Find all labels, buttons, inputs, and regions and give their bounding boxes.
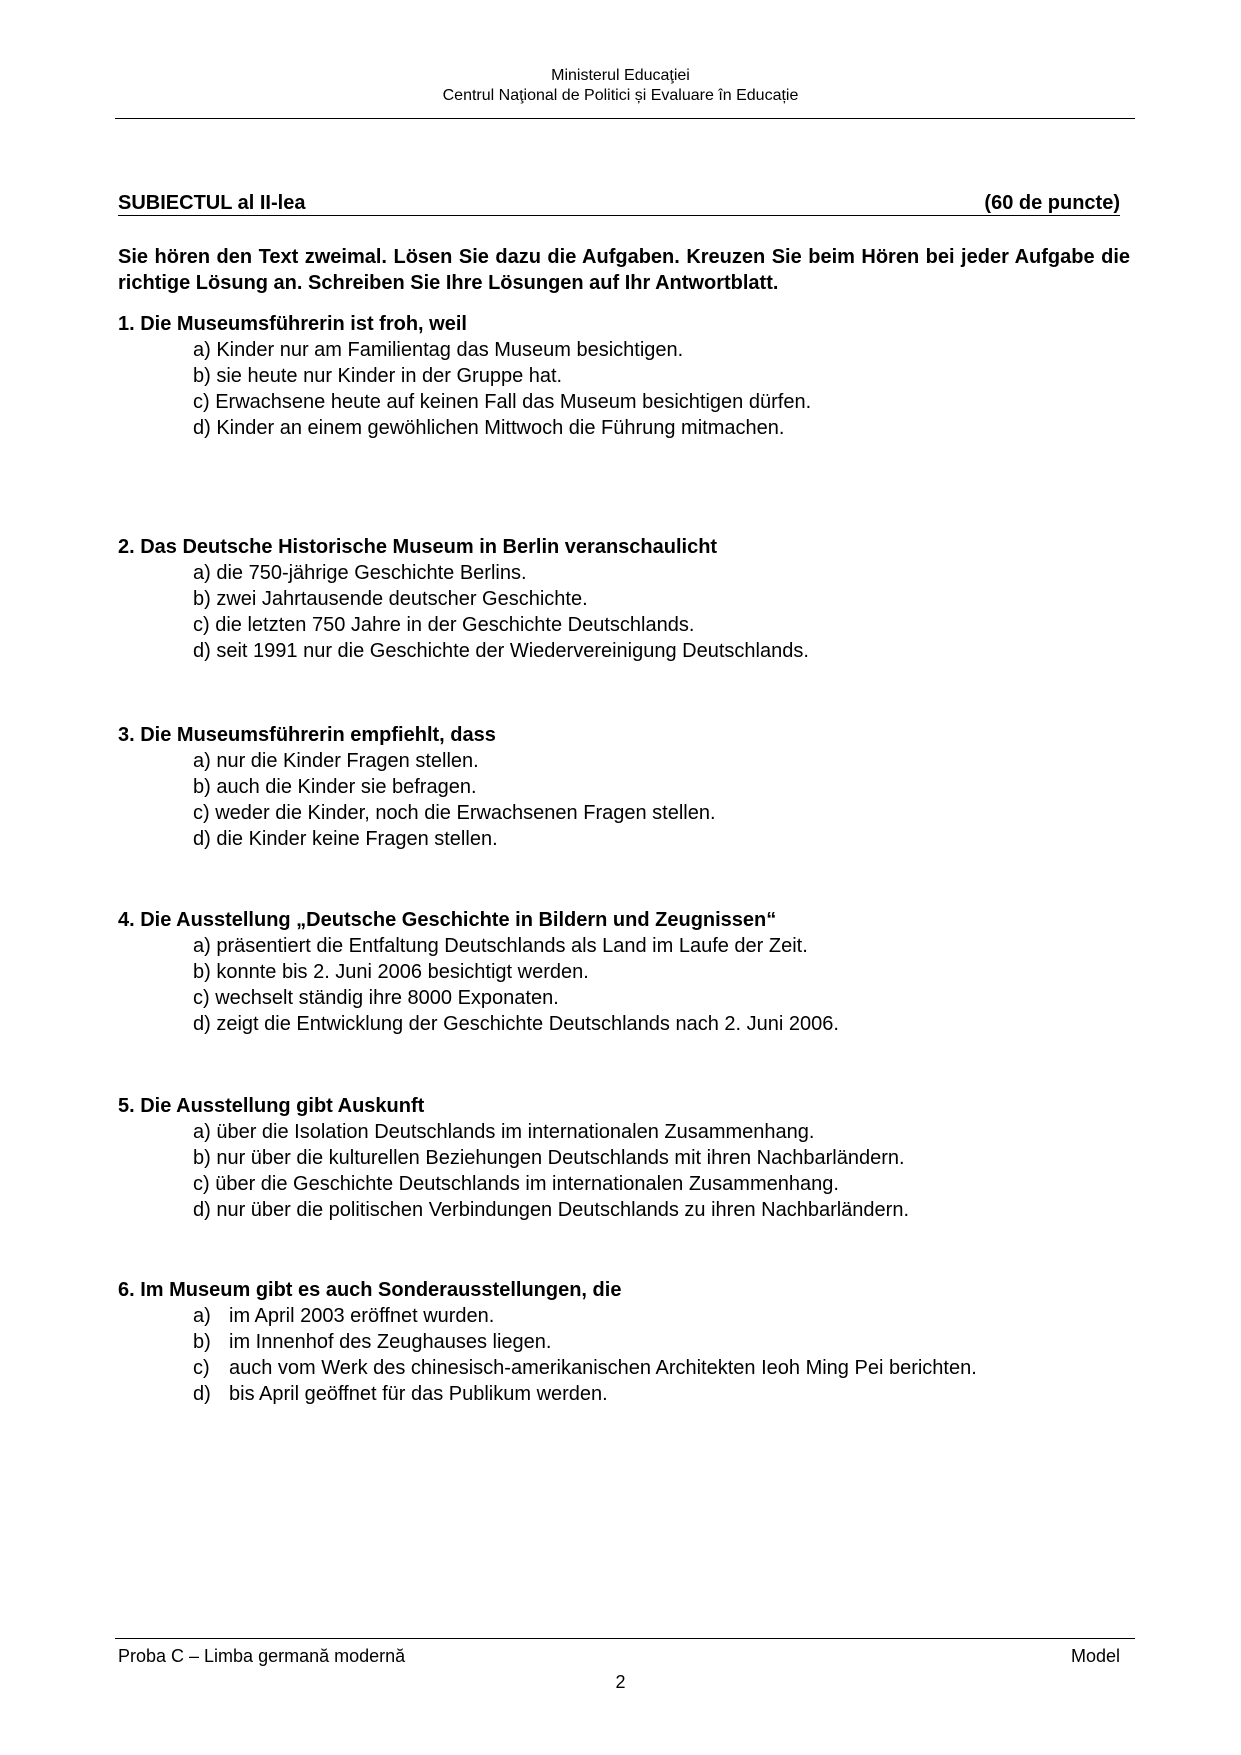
option-b [118, 1329, 1128, 1355]
question-6 [118, 1277, 1128, 1407]
page-number: 2 [615, 1672, 626, 1692]
question-title: 1. Die Museumsführerin ist froh, weil [118, 313, 467, 335]
option-d: d) seit 1991 nur die Geschichte der Wiedervereinigung Deutschlands. [193, 640, 809, 662]
option-letter: b) [193, 1331, 211, 1353]
option-c: c) wechselt ständig ihre 8000 Exponaten. [193, 987, 559, 1009]
option-c: c) die letzten 750 Jahre in der Geschichte Deutschlands. [193, 614, 695, 636]
option-text: auch vom Werk des chinesisch-amerikanischen Architekten Ieoh Ming Pei berichten. [229, 1357, 977, 1379]
subject-heading [118, 192, 1120, 216]
option-d: d) zeigt die Entwicklung der Geschichte Deutschlands nach 2. Juni 2006. [193, 1013, 839, 1035]
option-c: c) weder die Kinder, noch die Erwachsenen Fragen stellen. [193, 802, 716, 824]
question-2 [118, 534, 1128, 664]
question-title: 6. Im Museum gibt es auch Sonderausstellungen, die [118, 1279, 622, 1301]
footer-divider [115, 1638, 1135, 1639]
question-title: 2. Das Deutsche Historische Museum in Berlin veranschaulicht [118, 536, 718, 558]
subject-points: (60 de puncte) [984, 192, 1120, 214]
subject-title: SUBIECTUL al II-lea [118, 192, 306, 214]
question-title: 4. Die Ausstellung „Deutsche Geschichte in Bildern und Zeugnissen“ [118, 909, 777, 931]
option-a: a) die 750-jährige Geschichte Berlins. [193, 562, 527, 584]
option-c: c) Erwachsene heute auf keinen Fall das Museum besichtigen dürfen. [193, 391, 812, 413]
option-text: im Innenhof des Zeughauses liegen. [229, 1331, 552, 1353]
option-a: a) Kinder nur am Familientag das Museum besichtigen. [193, 339, 684, 361]
option-a: a) präsentiert die Entfaltung Deutschlands als Land im Laufe der Zeit. [193, 935, 808, 957]
option-b: b) nur über die kulturellen Beziehungen Deutschlands mit ihren Nachbarländern. [193, 1147, 905, 1169]
question-1 [118, 311, 1128, 441]
option-c [118, 1355, 1128, 1381]
option-d: d) Kinder an einem gewöhlichen Mittwoch die Führung mitmachen. [193, 417, 785, 439]
instructions: Sie hören den Text zweimal. Lösen Sie dazu die Aufgaben. Kreuzen Sie beim Hören bei jeder Aufgabe die richtige Lösung an. Schreiben Sie Ihre Lösungen auf Ihr Antwortblatt. [118, 246, 1130, 294]
page-footer [118, 1645, 1120, 1667]
option-letter: a) [193, 1305, 211, 1327]
center-name: Centrul Naţional de Politici și Evaluare în Educație [442, 87, 799, 104]
model-label: Model [1070, 1646, 1120, 1666]
question-4 [118, 907, 1128, 1037]
exam-name: Proba C – Limba germană modernă [118, 1646, 406, 1666]
question-3 [118, 722, 1128, 852]
option-d: d) die Kinder keine Fragen stellen. [193, 828, 498, 850]
option-a: a) über die Isolation Deutschlands im internationalen Zusammenhang. [193, 1121, 815, 1143]
option-b: b) auch die Kinder sie befragen. [193, 776, 477, 798]
header-divider [115, 118, 1135, 119]
option-c: c) über die Geschichte Deutschlands im internationalen Zusammenhang. [193, 1173, 839, 1195]
page-header [0, 66, 1241, 106]
question-title: 5. Die Ausstellung gibt Auskunft [118, 1095, 425, 1117]
option-d [118, 1381, 1128, 1407]
question-title: 3. Die Museumsführerin empfiehlt, dass [118, 724, 496, 746]
option-text: bis April geöffnet für das Publikum werden. [229, 1383, 608, 1405]
option-letter: c) [193, 1357, 210, 1379]
option-b: b) sie heute nur Kinder in der Gruppe hat. [193, 365, 563, 387]
ministry-name: Ministerul Educaţiei [551, 67, 690, 84]
option-a: a) nur die Kinder Fragen stellen. [193, 750, 479, 772]
option-text: im April 2003 eröffnet wurden. [229, 1305, 495, 1327]
option-b: b) zwei Jahrtausende deutscher Geschichte. [193, 588, 588, 610]
question-5 [118, 1093, 1128, 1223]
option-a [118, 1303, 1128, 1329]
option-d: d) nur über die politischen Verbindungen Deutschlands zu ihren Nachbarländern. [193, 1199, 910, 1221]
option-b: b) konnte bis 2. Juni 2006 besichtigt werden. [193, 961, 589, 983]
option-letter: d) [193, 1383, 211, 1405]
